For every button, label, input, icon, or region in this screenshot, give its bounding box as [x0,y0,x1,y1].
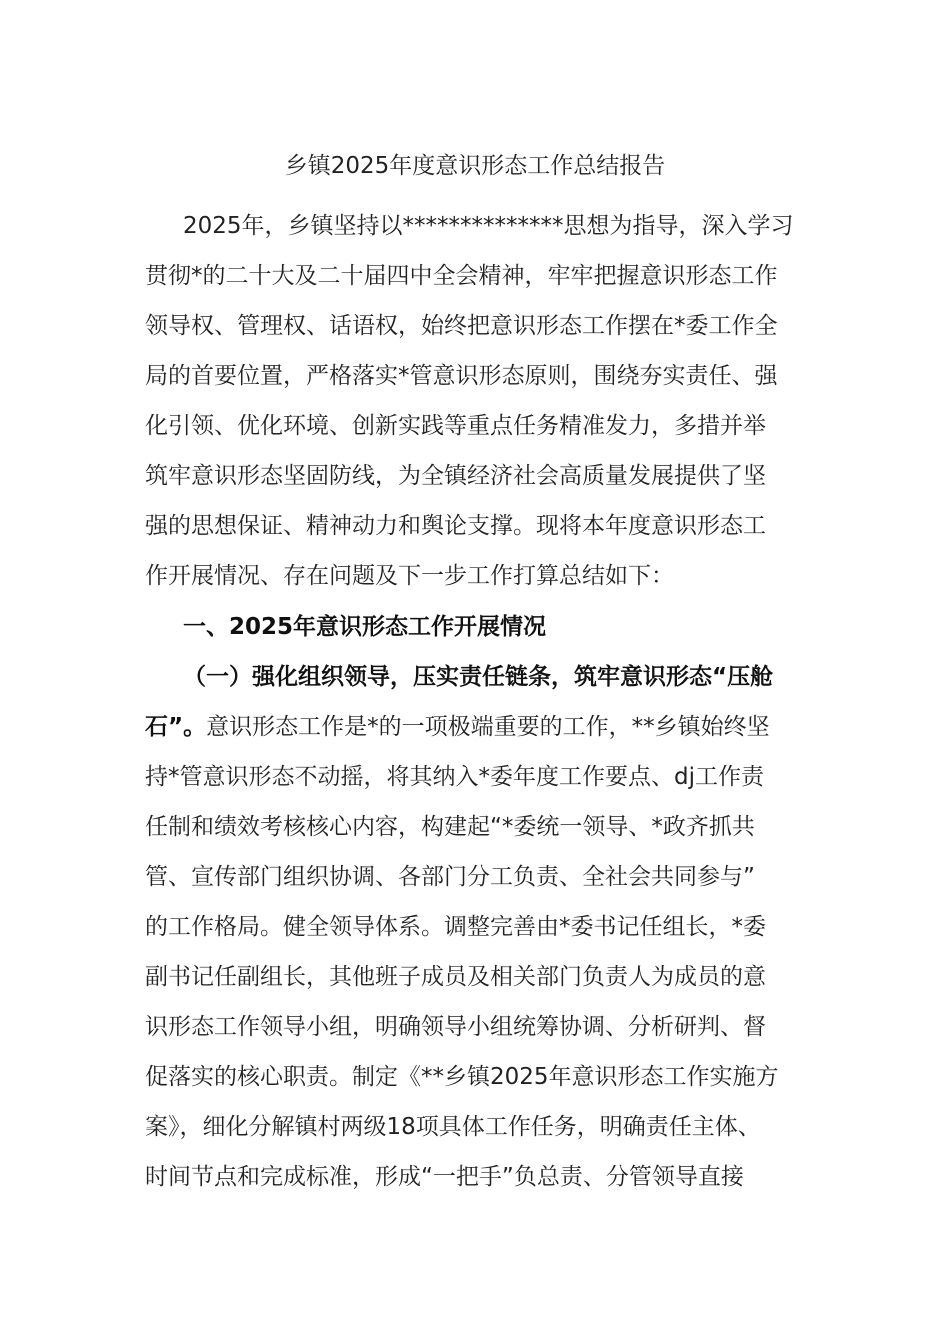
paragraph-line: 强的思想保证、精神动力和舆论支撑。现将本年度意识形态工 [145,513,766,539]
paragraph-line: 任制和绩效考核核心内容，构建起“*委统一领导、*政齐抓共 [145,814,755,840]
paragraph-line: 的工作格局。健全领导体系。调整完善由*委书记任组长，*委 [145,914,766,940]
paragraph-line [145,707,770,747]
subsection-heading: （一）强化组织领导，压实责任链条，筑牢意识形态“压舱 [183,664,774,690]
paragraph-line: 作开展情况、存在问题及下一步工作打算总结如下： [145,563,674,589]
paragraph-line: 领导权、管理权、话语权，始终把意识形态工作摆在*委工作全 [145,313,778,339]
section-heading: 一、2025年意识形态工作开展情况 [183,614,547,640]
paragraph-line: 管、宣传部门组织协调、各部门分工负责、全社会共同参与” [145,864,755,890]
paragraph-line: 促落实的核心职责。制定《**乡镇2025年意识形态工作实施方 [145,1064,779,1090]
paragraph-line: 副书记任副组长，其他班子成员及相关部门负责人为成员的意 [145,964,766,990]
subsection-heading-end: 石”。 [145,714,207,740]
paragraph-text: 意识形态工作是*的一项极端重要的工作，**乡镇始终坚 [206,714,770,740]
paragraph-line: 案》，细化分解镇村两级18项具体工作任务，明确责任主体、 [145,1114,761,1140]
paragraph-line: 化引领、优化环境、创新实践等重点任务精准发力，多措并举 [145,413,766,439]
paragraph-line: 持*管意识形态不动摇，将其纳入*委年度工作要点、dj工作责 [145,764,764,790]
paragraph-line: 识形态工作领导小组，明确领导小组统筹协调、分析研判、督 [145,1014,766,1040]
paragraph-line: 时间节点和完成标准，形成“一把手”负总责、分管领导直接 [145,1164,744,1190]
paragraph-line: 2025年，乡镇坚持以**************思想为指导，深入学习 [183,213,794,239]
paragraph-line: 贯彻*的二十大及二十届四中全会精神，牢牢把握意识形态工作 [145,263,778,289]
paragraph-line: 局的首要位置，严格落实*管意识形态原则，围绕夯实责任、强 [145,363,778,389]
paragraph-line: 筑牢意识形态坚固防线，为全镇经济社会高质量发展提供了坚 [145,463,766,489]
document-title: 乡镇2025年度意识形态工作总结报告 [284,153,666,179]
